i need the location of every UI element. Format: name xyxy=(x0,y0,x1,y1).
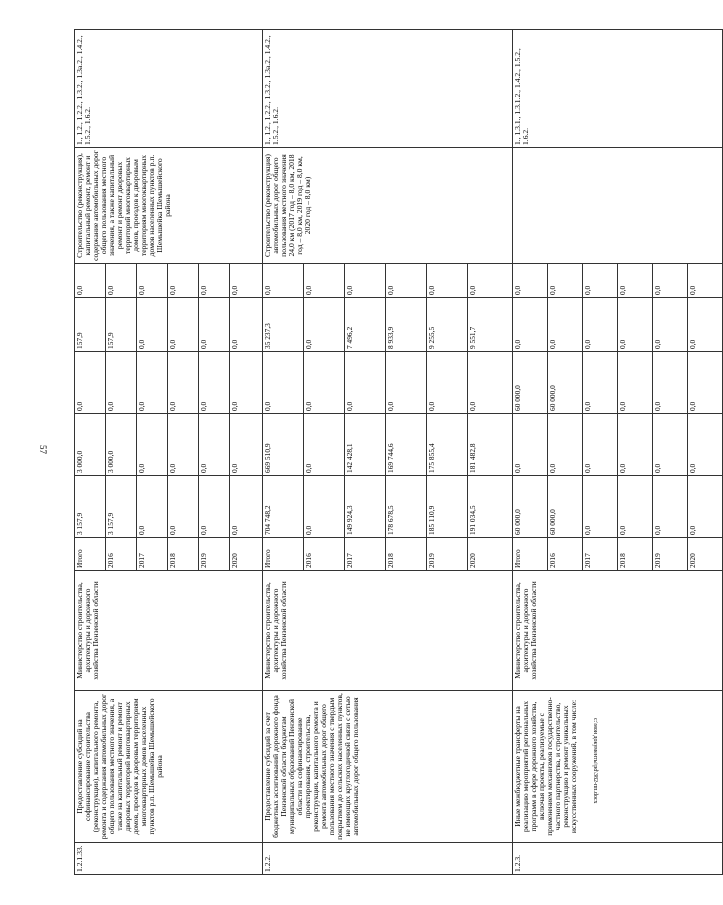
table-row xyxy=(263,30,304,875)
funding-cell-col5: 0,0 xyxy=(345,264,386,298)
funding-cell-col1: 0,0 xyxy=(137,476,168,538)
year-cell: Итого xyxy=(263,538,304,571)
funding-cell-col2: 3 000,0 xyxy=(106,414,137,476)
funding-cell-col4: 9 551,7 xyxy=(468,298,513,352)
funding-cell-col3: 0,0 xyxy=(263,352,304,414)
funding-cell-col1: 3 157,9 xyxy=(75,476,106,538)
funding-cell-col1: 0,0 xyxy=(199,476,230,538)
funding-cell-col2: 0,0 xyxy=(230,414,263,476)
funding-cell-col5: 0,0 xyxy=(230,264,263,298)
table-row xyxy=(513,30,548,875)
measure-executor: Министерство строительства, архитектуры и дорожного хозяйства Пензенской области xyxy=(263,571,513,691)
year-cell: Итого xyxy=(513,538,548,571)
funding-cell-col2: 0,0 xyxy=(168,414,199,476)
funding-cell-col2: 0,0 xyxy=(137,414,168,476)
year-cell: 2019 xyxy=(427,538,468,571)
funding-cell-col1: 0,0 xyxy=(618,476,653,538)
funding-cell-col4: 9 255,5 xyxy=(427,298,468,352)
funding-cell-col4: 0,0 xyxy=(688,298,723,352)
indicator-links: 1., 1.2., 1.2.2., 1.3.2., 1.3а.2., 1.4.2., 1.5.2., 1.6.2. xyxy=(263,30,513,148)
funding-cell-col4: 0,0 xyxy=(230,298,263,352)
funding-cell-col2: 0,0 xyxy=(688,414,723,476)
funding-cell-col1: 0,0 xyxy=(230,476,263,538)
funding-cell-col2: 175 855,4 xyxy=(427,414,468,476)
funding-cell-col1: 178 678,5 xyxy=(386,476,427,538)
funding-cell-col5: 0,0 xyxy=(137,264,168,298)
funding-cell-col1: 0,0 xyxy=(583,476,618,538)
funding-cell-col3: 60 000,0 xyxy=(548,352,583,414)
funding-cell-col3: 60 000,0 xyxy=(513,352,548,414)
funding-cell-col1: 0,0 xyxy=(304,476,345,538)
funding-cell-col3: 0,0 xyxy=(468,352,513,414)
funding-cell-col2: 0,0 xyxy=(304,414,345,476)
funding-cell-col2: 3 000,0 xyxy=(75,414,106,476)
funding-cell-col3: 0,0 xyxy=(345,352,386,414)
funding-cell-col2: 0,0 xyxy=(653,414,688,476)
year-cell: 2020 xyxy=(688,538,723,571)
funding-cell-col4: 0,0 xyxy=(618,298,653,352)
year-cell: 2017 xyxy=(583,538,618,571)
measure-number: 1.2.3. xyxy=(513,843,723,875)
funding-cell-col4: 157,9 xyxy=(75,298,106,352)
funding-cell-col5: 0,0 xyxy=(199,264,230,298)
funding-cell-col2: 0,0 xyxy=(548,414,583,476)
year-cell: 2019 xyxy=(653,538,688,571)
year-cell: Итого xyxy=(75,538,106,571)
funding-cell-col2: 669 510,9 xyxy=(263,414,304,476)
funding-cell-col5: 0,0 xyxy=(168,264,199,298)
funding-cell-col4: 0,0 xyxy=(304,298,345,352)
funding-cell-col3: 0,0 xyxy=(106,352,137,414)
funding-cell-col4: 0,0 xyxy=(583,298,618,352)
funding-cell-col2: 0,0 xyxy=(618,414,653,476)
funding-cell-col3: 0,0 xyxy=(230,352,263,414)
measure-number: 1.2.2. xyxy=(263,843,513,875)
funding-cell-col4: 0,0 xyxy=(548,298,583,352)
page-number: 57 xyxy=(38,445,48,454)
year-cell: 2016 xyxy=(548,538,583,571)
funding-cell-col5: 0,0 xyxy=(583,264,618,298)
measure-target: Строительство (реконструкция) автомобильных дорог общего пользования местного значения 24,0 км (2017 год – 8,0 км, 2018 год – 8,0 км, 2019 год – 8,0 км, 2020 год – 8,0 км) xyxy=(263,148,513,264)
funding-cell-col4: 0,0 xyxy=(137,298,168,352)
funding-cell-col5: 0,0 xyxy=(75,264,106,298)
funding-cell-col5: 0,0 xyxy=(618,264,653,298)
funding-cell-col5: 0,0 xyxy=(304,264,345,298)
funding-cell-col4: 0,0 xyxy=(513,298,548,352)
funding-cell-col1: 704 748,2 xyxy=(263,476,304,538)
funding-cell-col2: 0,0 xyxy=(583,414,618,476)
year-cell: 2019 xyxy=(199,538,230,571)
funding-cell-col5: 0,0 xyxy=(548,264,583,298)
funding-cell-col5: 0,0 xyxy=(386,264,427,298)
funding-cell-col3: 0,0 xyxy=(199,352,230,414)
funding-cell-col5: 0,0 xyxy=(688,264,723,298)
funding-cell-col5: 0,0 xyxy=(653,264,688,298)
measure-description: Предоставление субсидий за счет бюджетных ассигнований дорожного фонда Пензенской области бюджетам муниципальных образований Пензенской области на софинансирование проектирования, строительства, реконструкции, капитального ремонта и ремонта автомобильных дорог общего пользования местного значения с твердым покрытием до сельских населенных пунктов, не имеющих круглогодичной связи с сетью автомобильных дорог общего пользования xyxy=(263,691,513,843)
measure-description: Иные межбюджетные трансферты на реализацию мероприятий региональных программ в сфере дорожного хозяйства, включая проекты, реализуемые с применением механизмов государственно-частного партнерства, и строительство, реконструкцию и ремонт уникальных искусственных сооружений, в том числе: xyxy=(513,691,723,843)
funding-cell-col4: 7 496,2 xyxy=(345,298,386,352)
funding-cell-col1: 185 110,9 xyxy=(427,476,468,538)
year-cell: 2017 xyxy=(137,538,168,571)
funding-cell-col3: 0,0 xyxy=(168,352,199,414)
funding-cell-col1: 0,0 xyxy=(168,476,199,538)
year-cell: 2018 xyxy=(168,538,199,571)
measure-description: Предоставление субсидий на софинансирование строительства (реконструкции), капитального ремонта, ремонта и содержания автомобильных дорог общего пользования местного значения, а также на капитальный ремонт и ремонт дворовых территорий многоквартирных домов, проездов к дворовым территориям многоквартирных домов населенных пунктов р.п. Шемышейка Шемышейского района xyxy=(75,691,263,843)
funding-cell-col2: 169 744,6 xyxy=(386,414,427,476)
funding-cell-col1: 3 157,9 xyxy=(106,476,137,538)
funding-cell-col3: 0,0 xyxy=(427,352,468,414)
funding-cell-col5: 0,0 xyxy=(106,264,137,298)
indicator-links: 1., 1.2., 1.2.2., 1.3.2., 1.3а.2., 1.4.2., 1.5.2., 1.6.2. xyxy=(75,30,263,148)
funding-cell-col4: 157,9 xyxy=(106,298,137,352)
measure-executor: Министерство строительства, архитектуры и дорожного хозяйства Пензенской области xyxy=(513,571,723,691)
table-row xyxy=(75,30,106,875)
funding-cell-col3: 0,0 xyxy=(583,352,618,414)
year-cell: 2018 xyxy=(386,538,427,571)
measure-target: Строительство (реконструкция), капитальный ремонт, ремонт и содержание автомобильных дорог общего пользования местного значения, а также капитальный ремонт и ремонт дворовых территорий многоквартирных домов, проездов к дворовым территориям многоквартирных домов населенных пунктов р.п. Шемышейка Шемышейского района xyxy=(75,148,263,264)
funding-cell-col1: 191 034,5 xyxy=(468,476,513,538)
funding-cell-col1: 0,0 xyxy=(653,476,688,538)
year-cell: 2020 xyxy=(468,538,513,571)
footer-file-path: c:\мои документы\pd\382-пп.docx xyxy=(592,718,598,804)
funding-cell-col4: 8 933,9 xyxy=(386,298,427,352)
funding-cell-col2: 0,0 xyxy=(513,414,548,476)
funding-cell-col1: 60 000,0 xyxy=(548,476,583,538)
funding-cell-col1: 60 000,0 xyxy=(513,476,548,538)
funding-cell-col5: 0,0 xyxy=(468,264,513,298)
funding-cell-col4: 0,0 xyxy=(199,298,230,352)
program-measures-table xyxy=(74,29,723,875)
funding-cell-col3: 0,0 xyxy=(137,352,168,414)
funding-cell-col2: 142 428,1 xyxy=(345,414,386,476)
funding-cell-col4: 0,0 xyxy=(653,298,688,352)
year-cell: 2017 xyxy=(345,538,386,571)
funding-cell-col5: 0,0 xyxy=(513,264,548,298)
year-cell: 2020 xyxy=(230,538,263,571)
indicator-links: 1., 1.3.1., 1.3.1.2., 1.4.2., 1.5.2., 1.6.2. xyxy=(513,30,723,148)
year-cell: 2016 xyxy=(106,538,137,571)
year-cell: 2018 xyxy=(618,538,653,571)
funding-cell-col2: 0,0 xyxy=(199,414,230,476)
funding-cell-col3: 0,0 xyxy=(304,352,345,414)
funding-cell-col3: 0,0 xyxy=(688,352,723,414)
funding-cell-col4: 35 237,3 xyxy=(263,298,304,352)
funding-cell-col3: 0,0 xyxy=(75,352,106,414)
funding-cell-col3: 0,0 xyxy=(386,352,427,414)
funding-cell-col3: 0,0 xyxy=(618,352,653,414)
funding-cell-col1: 149 924,3 xyxy=(345,476,386,538)
funding-cell-col1: 0,0 xyxy=(688,476,723,538)
measure-number: 1.2.1.33. xyxy=(75,843,263,875)
measure-executor: Министерство строительства, архитектуры и дорожного хозяйства Пензенской области xyxy=(75,571,263,691)
funding-cell-col4: 0,0 xyxy=(168,298,199,352)
funding-cell-col5: 0,0 xyxy=(427,264,468,298)
funding-cell-col2: 181 482,8 xyxy=(468,414,513,476)
funding-cell-col3: 0,0 xyxy=(653,352,688,414)
funding-cell-col5: 0,0 xyxy=(263,264,304,298)
year-cell: 2016 xyxy=(304,538,345,571)
measure-target xyxy=(513,148,723,264)
